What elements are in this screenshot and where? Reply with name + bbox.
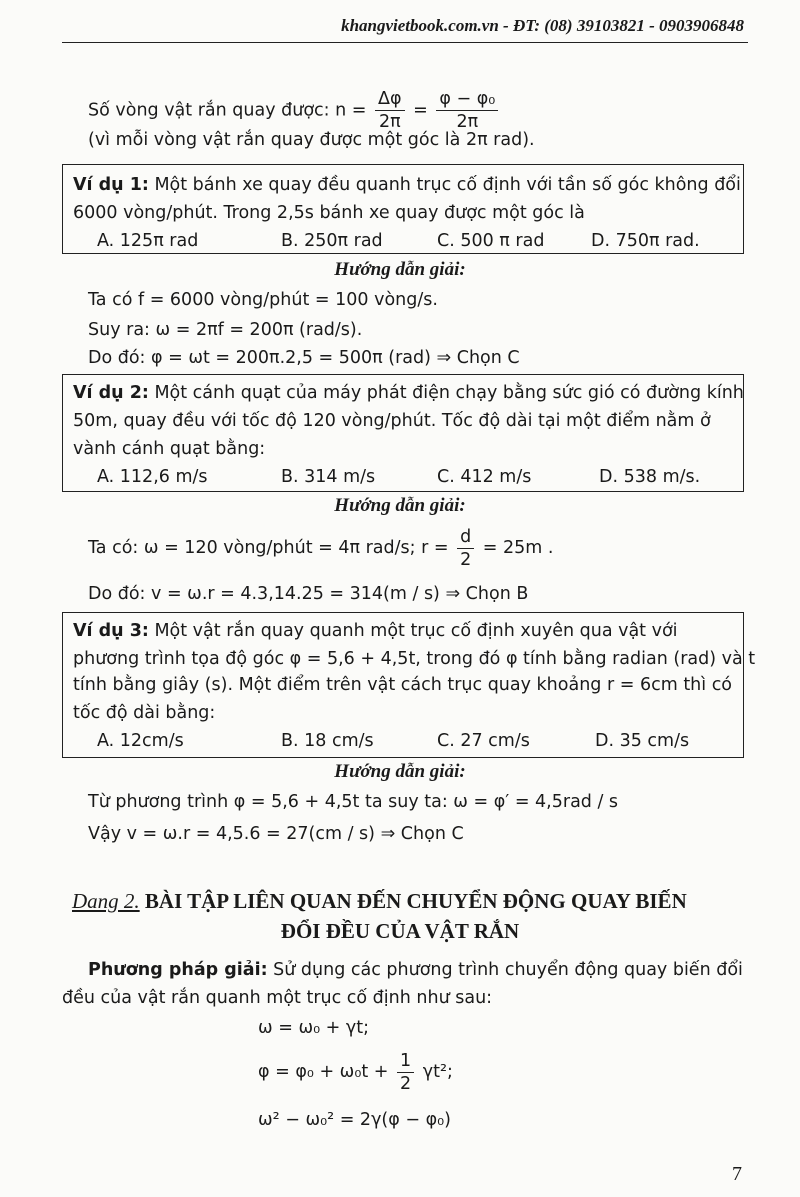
option-d: D. 750π rad. xyxy=(591,231,700,251)
fraction-dphi: $\frac{\Delta\varphi}{2\pi}$ xyxy=(375,88,405,133)
fraction-d-over-2: $\frac{d}{2}$ xyxy=(457,526,474,571)
solution-title-1: Hướng dẫn giải: xyxy=(334,259,466,280)
example-2-line3: vành cánh quạt bằng: xyxy=(73,439,266,459)
equation-3: ω² − ω₀² = 2γ(φ − φ₀) xyxy=(258,1110,451,1130)
solution-1-line3: Do đó: φ = ωt = 200π.2,5 = 500π (rad) ⇒ Chọn C xyxy=(88,348,520,368)
section-heading-line2: ĐỔI ĐỀU CỦA VẬT RẮN xyxy=(280,919,520,943)
example-1-line1: Ví dụ 1: Một bánh xe quay đều quanh trục cố định với tần số góc không đổi xyxy=(73,175,741,195)
solution-1-line2: Suy ra: ω = 2πf = 200π (rad/s). xyxy=(88,320,363,340)
method-line1: Phương pháp giải: Sử dụng các phương trình chuyển động quay biến đổi xyxy=(88,960,743,980)
example-3-line3: tính bằng giây (s). Một điểm trên vật cách trục quay khoảng r = 6cm thì có xyxy=(73,675,733,695)
solution-3-line2: Vậy v = ω.r = 4,5.6 = 27(cm / s) ⇒ Chọn C xyxy=(88,824,464,844)
option-b: B. 250π rad xyxy=(281,231,383,251)
solution-3-line1: Từ phương trình φ = 5,6 + 4,5t ta suy ta: ω = φ′ = 4,5rad / s xyxy=(88,792,619,812)
solution-2-line1: Ta có: ω = 120 vòng/phút = 4π rad/s; r = $\frac{d}{2}$ = 25m . xyxy=(88,526,554,570)
option-b: B. 314 m/s xyxy=(281,467,376,487)
solution-title-2: Hướng dẫn giải: xyxy=(334,495,466,516)
example-2-line2: 50m, quay đều với tốc độ 120 vòng/phút. Tốc độ dài tại một điểm nằm ở xyxy=(73,411,711,431)
example-3-box xyxy=(62,612,756,758)
option-b: B. 18 cm/s xyxy=(281,731,374,751)
page-number: 7 xyxy=(732,1163,742,1185)
option-a: A. 125π rad xyxy=(97,231,199,251)
section-heading-line1: Dang 2. BÀI TẬP LIÊN QUAN ĐẾN CHUYỂN ĐỘNG QUAY BIẾN xyxy=(72,889,687,913)
equation-2: φ = φ₀ + ω₀t + $\frac{1}{2}$ γt²; xyxy=(258,1050,453,1094)
header-text: khangvietbook.com.vn - ĐT: (08) 39103821 - 0903906848 xyxy=(341,16,744,35)
option-a: A. 112,6 m/s xyxy=(97,467,208,487)
option-d: D. 35 cm/s xyxy=(595,731,690,751)
fraction-phi: $\frac{\text{φ − φ₀}}{2\pi}$ xyxy=(436,88,498,133)
option-d: D. 538 m/s. xyxy=(599,467,701,487)
option-c: C. 500 π rad xyxy=(437,231,545,251)
equation-1: ω = ω₀ + γt; xyxy=(258,1018,370,1038)
page-header xyxy=(62,10,748,43)
intro-prefix: Số vòng vật rắn quay được: n = xyxy=(88,100,367,121)
option-c: C. 27 cm/s xyxy=(437,731,530,751)
option-a: A. 12cm/s xyxy=(97,731,184,751)
option-c: C. 412 m/s xyxy=(437,467,532,487)
example-1-line2: 6000 vòng/phút. Trong 2,5s bánh xe quay được một góc là xyxy=(73,203,585,223)
example-3-line1: Ví dụ 3: Một vật rắn quay quanh một trục cố định xuyên qua vật với xyxy=(73,621,678,641)
example-2-box xyxy=(62,374,744,492)
example-1-box xyxy=(62,164,744,254)
fraction-one-half: $\frac{1}{2}$ xyxy=(397,1050,414,1095)
solution-2-line2: Do đó: v = ω.r = 4.3,14.25 = 314(m / s) ⇒ Chọn B xyxy=(88,584,529,604)
method-line2: đều của vật rắn quanh một trục cố định như sau: xyxy=(62,988,493,1008)
solution-1-line1: Ta có f = 6000 vòng/phút = 100 vòng/s. xyxy=(88,290,438,310)
example-3-line2: phương trình tọa độ góc φ = 5,6 + 4,5t, trong đó φ tính bằng radian (rad) và t xyxy=(73,649,756,669)
solution-title-3: Hướng dẫn giải: xyxy=(334,761,466,782)
intro-formula: Số vòng vật rắn quay được: n = $\frac{\Delta\varphi}{2\pi}$ = $\frac{\text{φ − φ₀}}{2\pi}$ xyxy=(88,88,501,133)
intro-note: (vì mỗi vòng vật rắn quay được một góc là 2π rad). xyxy=(88,130,535,150)
example-3-line4: tốc độ dài bằng: xyxy=(73,703,216,723)
example-2-line1: Ví dụ 2: Một cánh quạt của máy phát điện chạy bằng sức gió có đường kính xyxy=(73,383,744,403)
